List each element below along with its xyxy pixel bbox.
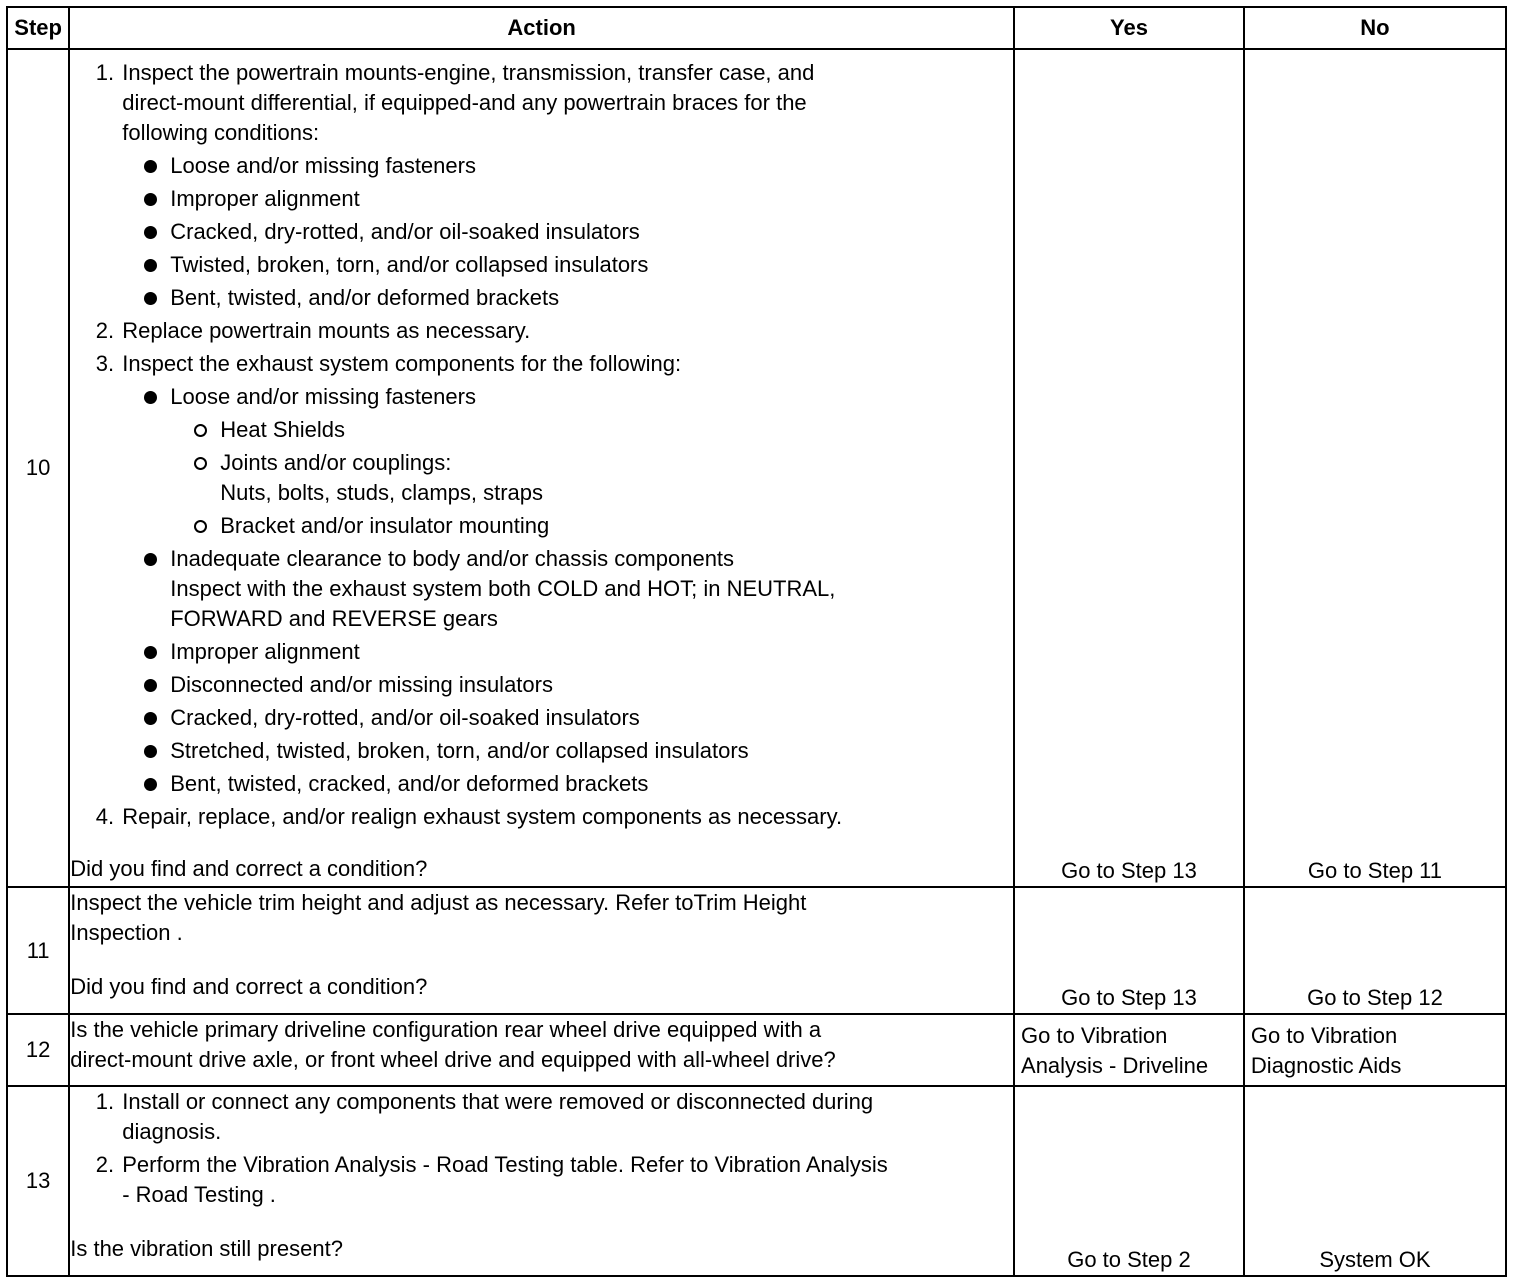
sub-list-item: Bracket and/or insulator mounting [220, 511, 1013, 541]
question-text: Is the vibration still present? [70, 1236, 343, 1261]
list-item: Bent, twisted, and/or deformed brackets [170, 283, 1013, 313]
table-row-step-10 [7, 49, 1506, 887]
step-number: 11 [7, 887, 69, 1014]
step-number: 13 [7, 1086, 69, 1276]
header-step: Step [7, 7, 69, 49]
list-item: Improper alignment [170, 184, 1013, 214]
header-row [7, 7, 1506, 49]
yes-result: Go to Vibration Analysis - Driveline [1014, 1014, 1244, 1086]
no-result: System OK [1244, 1086, 1506, 1276]
header-yes: Yes [1014, 7, 1244, 49]
action-cell [69, 1086, 1014, 1276]
list-item: Inadequate clearance to body and/or chassis components Inspect with the exhaust system both COLD and HOT; in NEUTRAL, FORWARD and REVERSE gears [170, 544, 1013, 634]
action-steps [70, 58, 1013, 832]
sub-list-item: Joints and/or couplings: Nuts, bolts, studs, clamps, straps [220, 448, 1013, 508]
action-cell [69, 49, 1014, 887]
action-step-2: 2. Replace powertrain mounts as necessary. [120, 316, 1013, 346]
action-cell: Inspect the vehicle trim height and adjust as necessary. Refer toTrim Height Inspection . Did you find and correct a condition? [69, 887, 1014, 1014]
sub-bullet-list [170, 415, 1013, 541]
table-row-step-11 [7, 887, 1506, 1014]
no-result: Go to Step 11 [1244, 49, 1506, 887]
action-step-2: 2. Perform the Vibration Analysis - Road Testing table. Refer to Vibration Analysis - Road Testing . [120, 1150, 1013, 1210]
step-number: 10 [7, 49, 69, 887]
yes-result: Go to Step 13 [1014, 49, 1244, 887]
list-item: Loose and/or missing fasteners [170, 151, 1013, 181]
question-text: Did you find and correct a condition? [70, 856, 428, 881]
sub-list-item: Heat Shields [220, 415, 1013, 445]
bullet-list [122, 151, 1013, 313]
list-item: Cracked, dry-rotted, and/or oil-soaked insulators [170, 217, 1013, 247]
action-step-1: 1. Inspect the powertrain mounts-engine, transmission, transfer case, and direct-mount differential, if equipped-and any powertrain braces for the following conditions: Loose and/or missing fasteners Improper alignment Cracked, dry-rotted, and/or oil-soaked insulators Twisted, broken, torn, and/or collapsed insulators Bent, twisted, and/or deformed brackets [120, 58, 1013, 313]
list-item: Cracked, dry-rotted, and/or oil-soaked insulators [170, 703, 1013, 733]
yes-result: Go to Step 13 [1014, 887, 1244, 1014]
list-item: Bent, twisted, cracked, and/or deformed brackets [170, 769, 1013, 799]
list-item: Twisted, broken, torn, and/or collapsed insulators [170, 250, 1013, 280]
bullet-list [122, 382, 1013, 799]
step-number: 12 [7, 1014, 69, 1086]
no-result: Go to Step 12 [1244, 887, 1506, 1014]
yes-result: Go to Step 2 [1014, 1086, 1244, 1276]
header-no: No [1244, 7, 1506, 49]
action-step-3: 3. Inspect the exhaust system components for the following: Loose and/or missing fasteners Heat Shields Joints and/or couplings: Nuts, bolts, studs, clamps, straps Bracket and/or insulator mounting Inadequate clearance to body and/or chassis components Inspect with the exhaust system both COLD and HOT; in NEUTRAL, FORWARD and REVERSE gears Improper alignment Disconnected and/or missing insulators Cracked, dry-rotted, and/or oil-soaked insulators Stretched, twisted, broken, torn, and/or collapsed insulators Bent, twisted, cracked, and/or deformed brackets [120, 349, 1013, 799]
no-result: Go to Vibration Diagnostic Aids [1244, 1014, 1506, 1086]
action-step-1: 1. Install or connect any components that were removed or disconnected during diagnosis. [120, 1087, 1013, 1147]
header-action: Action [69, 7, 1014, 49]
list-item: Loose and/or missing fasteners Heat Shields Joints and/or couplings: Nuts, bolts, studs, clamps, straps Bracket and/or insulator mounting [170, 382, 1013, 541]
action-steps [70, 1087, 1013, 1210]
list-item: Improper alignment [170, 637, 1013, 667]
list-item: Disconnected and/or missing insulators [170, 670, 1013, 700]
action-cell: Is the vehicle primary driveline configuration rear wheel drive equipped with a direct-mount drive axle, or front wheel drive and equipped with all-wheel drive? [69, 1014, 1014, 1086]
table-row-step-12 [7, 1014, 1506, 1086]
list-item: Stretched, twisted, broken, torn, and/or collapsed insulators [170, 736, 1013, 766]
action-step-4: 4. Repair, replace, and/or realign exhaust system components as necessary. [120, 802, 1013, 832]
diagnostic-table [6, 6, 1507, 1277]
question-text: Did you find and correct a condition? [70, 974, 428, 999]
table-row-step-13 [7, 1086, 1506, 1276]
